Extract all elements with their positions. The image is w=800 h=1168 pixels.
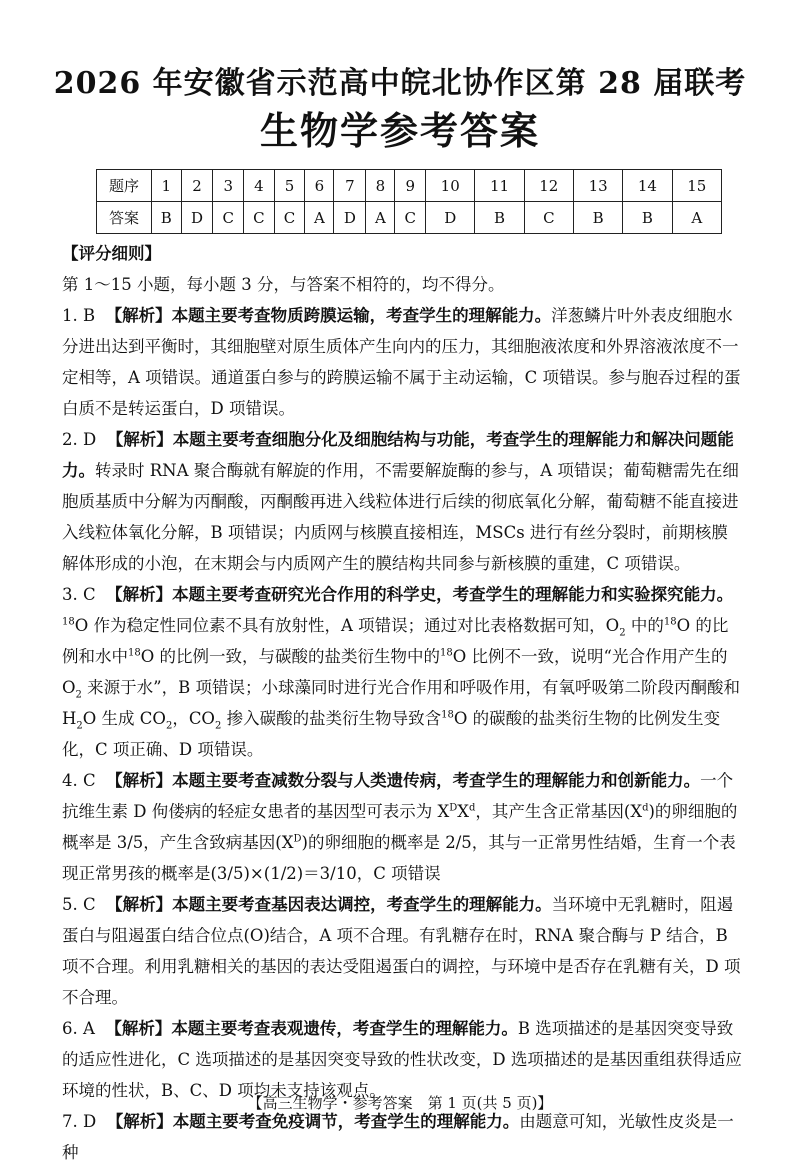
explanation-item-5 [62, 889, 742, 1013]
isotope-sup: 18 [440, 647, 453, 659]
answer-cell: C [213, 202, 244, 234]
question-number: 14 [623, 170, 672, 202]
answer-cell: C [395, 202, 426, 234]
question-number: 4 [244, 170, 275, 202]
answer-cell: B [573, 202, 622, 234]
question-number: 8 [366, 170, 395, 202]
item-text: B 选项描述的是基因突变导致的适应性进化，C 选项描述的是基因突变导致的性状改变，D 选项描述的是基因重组获得适应环境的性状，B、C、D 项均未支持该观点。 [62, 1019, 742, 1100]
answer-cell: C [244, 202, 275, 234]
question-number: 12 [524, 170, 573, 202]
question-number: 2 [181, 170, 213, 202]
answer-cell: C [274, 202, 305, 234]
item-analysis-tag: 【解析】本题主要考查表观遗传，考查学生的理解能力。 [105, 1019, 518, 1038]
item-analysis-tag: 【解析】本题主要考查研究光合作用的科学史，考查学生的理解能力和实验探究能力。 [106, 585, 734, 604]
subscript: 2 [75, 689, 82, 701]
question-number: 9 [395, 170, 426, 202]
question-number: 15 [672, 170, 721, 202]
question-number: 6 [305, 170, 334, 202]
item-text: 当环境中无乳糖时，阻遏蛋白与阻遏蛋白结合位点(O)结合，A 项不合理。有乳糖存在时，RNA 聚合酶与 P 结合，B 项不合理。利用乳糖相关的基因的表达受阻遏蛋白的调控，与环境中是否存在乳糖有关，D 项不合理。 [62, 895, 741, 1007]
item-number: 1. B [62, 306, 96, 325]
item-text: O 的比例一致，与碳酸的盐类衍生物中的 [140, 647, 441, 666]
question-number-row [97, 170, 722, 202]
answer-cell: B [152, 202, 182, 234]
answer-cell: B [475, 202, 524, 234]
item-text: O 比例不一致，说明“光合作用产生的 O [62, 647, 728, 697]
row-label-answer: 答案 [97, 202, 152, 234]
item-text: X [457, 802, 469, 821]
item-number: 4. C [62, 771, 96, 790]
answer-cell: A [672, 202, 721, 234]
item-analysis-tag: 【解析】本题主要考查细胞分化及细胞结构与功能，考查学生的理解能力和解决问题能力。 [62, 430, 734, 480]
item-text: 掺入碳酸的盐类衍生物导致含 [221, 709, 442, 728]
item-analysis-tag: 【解析】本题主要考查物质跨膜运输，考查学生的理解能力。 [105, 306, 552, 325]
scoring-rule: 第 1～15 小题，每小题 3 分，与答案不相符的，均不得分。 [62, 275, 505, 294]
answer-cell: A [305, 202, 334, 234]
allele-sup: d [642, 802, 649, 814]
question-number: 5 [274, 170, 305, 202]
answer-cell: D [334, 202, 366, 234]
explanation-item-7 [62, 1106, 742, 1168]
exam-title: 2026 年安徽省示范高中皖北协作区第 28 届联考 [53, 66, 747, 101]
item-text: )的卵细胞的概率是 2/5，其与一正常男性结婚，生育一个表现正常男孩的概率是(3/5)×(1/2)＝3/10，C 项错误 [62, 833, 736, 883]
answer-cell: D [181, 202, 213, 234]
explanation-item-4 [62, 765, 742, 889]
isotope-sup: 18 [663, 616, 677, 628]
document-title: 生物学参考答案 [259, 108, 540, 153]
allele-sup: D [449, 802, 458, 814]
item-text: 由题意可知，光敏性皮炎是一种 [62, 1112, 734, 1162]
subscript: 2 [214, 720, 222, 732]
item-analysis-tag: 【解析】本题主要考查基因表达调控，考查学生的理解能力。 [106, 895, 552, 914]
answer-cell: A [366, 202, 395, 234]
allele-sup: d [469, 802, 476, 814]
question-number: 7 [334, 170, 366, 202]
allele-sup: D [293, 833, 302, 845]
explanation-item-3 [62, 579, 742, 765]
item-text: 洋葱鳞片叶外表皮细胞水分进出达到平衡时，其细胞壁对原生质体产生向内的压力，其细胞液浓度和外界溶液浓度不一定相等，A 项错误。通道蛋白参与的跨膜运输不属于主动运输，C 项错误。参与胞吞过程的蛋白质不是转运蛋白，D 项错误。 [62, 306, 741, 418]
isotope-sup: 18 [62, 616, 75, 628]
item-text: O 作为稳定性同位素不具有放射性，A 项错误；通过对比表格数据可知，O [74, 616, 620, 635]
item-number: 7. D [62, 1112, 97, 1131]
item-number: 6. A [62, 1019, 95, 1038]
answer-cell: B [623, 202, 672, 234]
explanation-item-1 [62, 300, 742, 424]
question-number: 13 [573, 170, 622, 202]
explanation-item-2 [62, 424, 742, 579]
answer-row [97, 202, 722, 234]
subscript: 2 [76, 720, 83, 732]
item-text: 一个抗维生素 D 佝偻病的轻症女患者的基因型可表示为 X [62, 771, 734, 821]
item-text: O 的碳酸的盐类衍生物的比例发生变化，C 项正确、D 项错误。 [62, 709, 721, 759]
item-text: ，其产生含正常基因(X [475, 802, 643, 821]
answer-cell: C [524, 202, 573, 234]
row-label-number: 题序 [97, 170, 152, 202]
answer-cell: D [426, 202, 475, 234]
answer-explanations [62, 238, 742, 1168]
item-text: 中的 [625, 616, 664, 635]
question-number: 1 [152, 170, 182, 202]
isotope-sup: 18 [441, 709, 454, 721]
question-number: 10 [426, 170, 475, 202]
item-analysis-tag: 【解析】本题主要考查减数分裂与人类遗传病，考查学生的理解能力和创新能力。 [106, 771, 701, 790]
subscript: 2 [165, 720, 173, 732]
page-footer: 【高三生物学・参考答案 第 1 页(共 5 页)】 [247, 1094, 553, 1112]
item-text: O 生成 CO [82, 709, 166, 728]
isotope-sup: 18 [128, 647, 141, 659]
section-heading: 【评分细则】 [62, 244, 161, 263]
item-text: O 的比例和水中 [62, 616, 729, 666]
item-analysis-tag: 【解析】本题主要考查免疫调节，考查学生的理解能力。 [106, 1112, 520, 1131]
item-text: 转录时 RNA 聚合酶就有解旋的作用，不需要解旋酶的参与，A 项错误；葡萄糖需先在细胞质基质中分解为丙酮酸，丙酮酸再进入线粒体进行后续的彻底氧化分解，葡萄糖不能直接进入线粒体氧化分解，B 项错误；内质网与核膜直接相连，MSCs 进行有丝分裂时，前期核膜解体形成的小泡，在末期会与内质网产生的膜结构共同参与新核膜的重建，C 项错误。 [62, 461, 739, 573]
item-number: 5. C [62, 895, 96, 914]
question-number: 11 [475, 170, 524, 202]
subscript: 2 [619, 627, 626, 639]
item-text: )的卵细胞的概率是 3/5，产生含致病基因(X [62, 802, 738, 852]
question-number: 3 [213, 170, 244, 202]
answer-table [96, 169, 722, 234]
item-number: 2. D [62, 430, 97, 449]
item-number: 3. C [62, 585, 96, 604]
item-text: 来源于水”，B 项错误；小球藻同时进行光合作用和呼吸作用，有氧呼吸第二阶段丙酮酸和 H [62, 678, 740, 728]
item-text: ，CO [172, 709, 215, 728]
